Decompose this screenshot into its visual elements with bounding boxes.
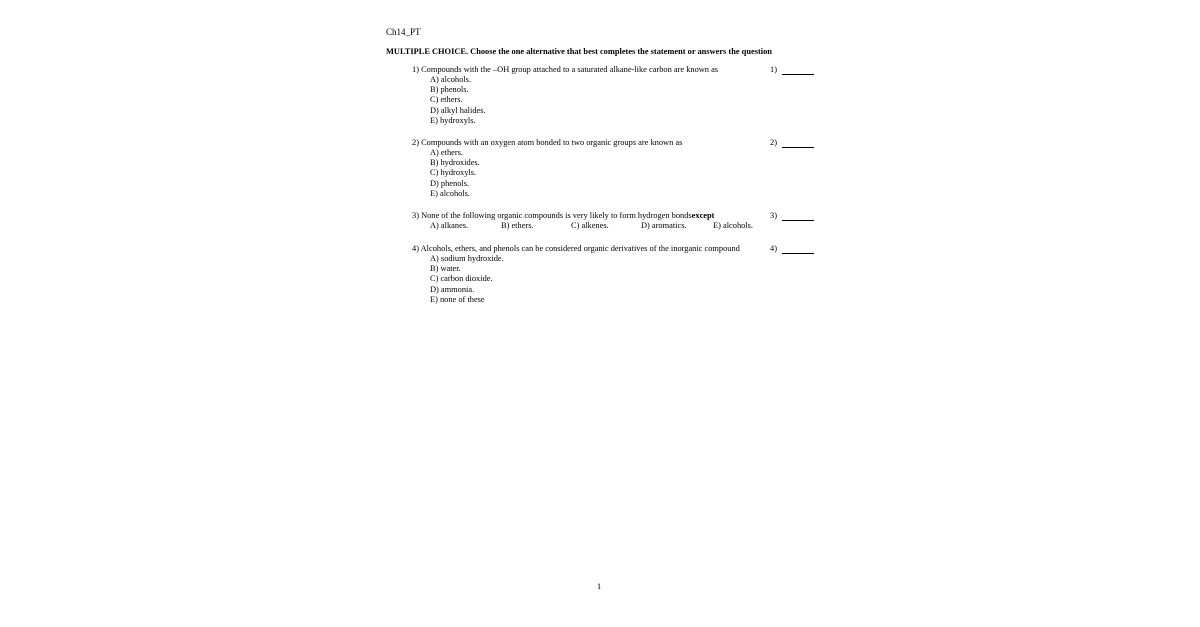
answer-number: 1) — [770, 65, 777, 74]
answer-blank[interactable] — [782, 65, 814, 75]
question-stem: 2) Compounds with an oxygen atom bonded to two organic groups are known as — [412, 138, 683, 147]
choice-b: B) phenols. — [430, 85, 469, 95]
answer-number: 2) — [770, 138, 777, 147]
choice-e: E) hydroxyls. — [430, 115, 476, 125]
question-stem-emphasis: except — [691, 211, 715, 220]
choice-list — [412, 75, 832, 126]
answer-blank[interactable] — [782, 244, 814, 254]
choice-a: A) ethers. — [430, 148, 464, 157]
choice-c: C) alkenes. — [571, 221, 609, 230]
question-stem-text: 3) None of the following organic compounds is very likely to form hydrogen bonds — [412, 211, 692, 220]
page-number: 1 — [597, 582, 602, 591]
choice-e: E) alcohols. — [713, 221, 754, 230]
choice-b: B) ethers. — [501, 221, 534, 230]
answer-blank[interactable] — [782, 211, 814, 221]
choice-e: E) none of these — [430, 294, 485, 304]
choice-list — [412, 148, 832, 199]
question-stem: 4) Alcohols, ethers, and phenols can be considered organic derivatives of the inorganic compound — [412, 244, 740, 253]
choice-a: A) alcohols. — [430, 75, 471, 84]
choice-list — [412, 221, 832, 232]
answer-slot-1 — [770, 65, 814, 75]
question-stem — [412, 211, 832, 221]
choice-c: C) ethers. — [430, 95, 463, 105]
choice-b: B) water. — [430, 264, 461, 274]
question-stem: 1) Compounds with the –OH group attached to a saturated alkane-like carbon are known as — [412, 65, 719, 74]
answer-slot-2 — [770, 138, 814, 148]
question-1 — [412, 65, 832, 126]
choice-d: D) alkyl halides. — [430, 105, 486, 115]
choice-d: D) aromatics. — [641, 221, 687, 230]
section-heading: MULTIPLE CHOICE. Choose the one alternative that best completes the statement or answers the question — [386, 47, 772, 56]
choice-a: A) alkanes. — [430, 221, 469, 230]
answer-slot-4 — [770, 244, 814, 254]
document-title: Ch14_PT — [386, 27, 421, 37]
question-3 — [412, 211, 832, 232]
choice-e: E) alcohols. — [430, 188, 471, 198]
answer-number: 4) — [770, 244, 777, 253]
answer-slot-3 — [770, 211, 814, 221]
choice-c: C) hydroxyls. — [430, 168, 477, 178]
choice-c: C) carbon dioxide. — [430, 274, 493, 284]
answer-blank[interactable] — [782, 138, 814, 148]
choice-d: D) phenols. — [430, 178, 470, 188]
answer-number: 3) — [770, 211, 777, 220]
choice-list — [412, 254, 832, 305]
question-4 — [412, 244, 832, 305]
choice-a: A) sodium hydroxide. — [430, 254, 504, 263]
choice-d: D) ammonia. — [430, 284, 475, 294]
question-2 — [412, 138, 832, 199]
choice-b: B) hydroxides. — [430, 158, 480, 168]
